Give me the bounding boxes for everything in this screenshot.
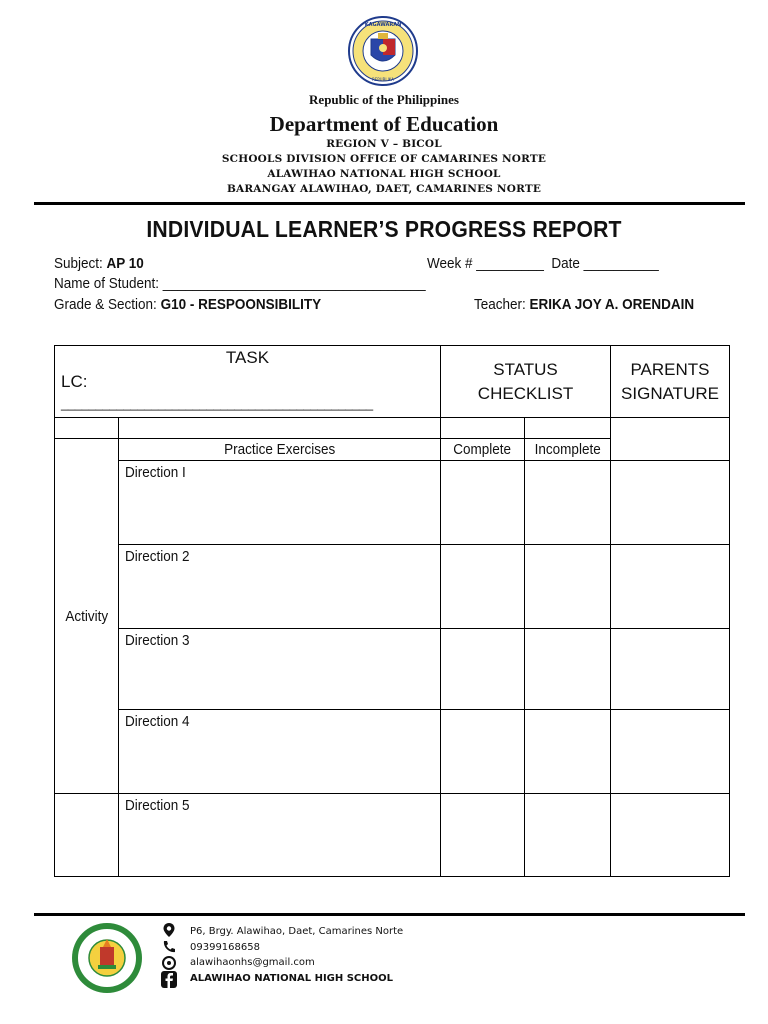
direction-label: Direction 5 xyxy=(125,797,190,814)
parents-header-cell xyxy=(611,346,730,418)
complete-checkbox-cell[interactable] xyxy=(441,629,525,710)
complete-checkbox-cell[interactable] xyxy=(441,545,525,629)
complete-label: Complete xyxy=(453,441,512,458)
region-line: REGION V – BICOL xyxy=(326,138,442,150)
facebook-icon xyxy=(161,971,177,988)
activity-label: Activity xyxy=(65,607,108,625)
practice-header-cell xyxy=(119,439,441,461)
date-label: Date __________ xyxy=(551,255,659,272)
teacher-label: Teacher: xyxy=(474,296,526,313)
direction-label: Direction 3 xyxy=(125,632,190,649)
department-heading: Department of Education xyxy=(269,112,499,136)
incomplete-checkbox-cell[interactable] xyxy=(525,545,611,629)
table-header-row xyxy=(55,346,730,418)
direction-cell xyxy=(119,461,441,545)
grade-section-field xyxy=(54,296,321,313)
svg-text:KAGAWARAN: KAGAWARAN xyxy=(364,22,402,28)
task-header: TASK xyxy=(225,348,270,367)
location-pin-icon xyxy=(161,922,177,938)
blank-cell[interactable] xyxy=(441,418,525,439)
status-header-cell xyxy=(441,346,611,418)
division-line: SCHOOLS DIVISION OFFICE OF CAMARINES NORTE xyxy=(221,153,547,165)
incomplete-checkbox-cell[interactable] xyxy=(525,461,611,545)
student-name-field: Name of Student: ___________________________________ xyxy=(54,275,426,292)
footer-email[interactable]: alawihaonhs@gmail.com xyxy=(190,957,315,968)
signature-cell[interactable] xyxy=(611,629,730,710)
republic-heading: Republic of the Philippines xyxy=(309,92,459,107)
status-header-line1: STATUS xyxy=(493,359,558,379)
lc-line: _____________________________________________ xyxy=(61,396,373,411)
incomplete-checkbox-cell[interactable] xyxy=(525,629,611,710)
progress-table xyxy=(54,345,730,877)
grade-value: G10 - RESPOONSIBILITY xyxy=(160,296,322,313)
address-line: BARANGAY ALAWIHAO, DAET, CAMARINES NORTE xyxy=(226,183,542,195)
footer-phone: 09399168658 xyxy=(190,942,260,953)
status-header-line2: CHECKLIST xyxy=(477,383,574,403)
task-header-cell xyxy=(55,346,441,418)
week-label: Week # _________ xyxy=(427,255,544,272)
direction-cell xyxy=(119,545,441,629)
signature-cell[interactable] xyxy=(611,794,730,877)
direction-cell xyxy=(119,794,441,877)
teacher-field xyxy=(474,296,694,313)
table-row xyxy=(55,629,730,710)
direction-cell xyxy=(119,710,441,794)
signature-cell[interactable] xyxy=(611,461,730,545)
direction-label: Direction 2 xyxy=(125,548,190,565)
teacher-value: ERIKA JOY A. ORENDAIN xyxy=(529,296,695,313)
grade-label: Grade & Section: xyxy=(54,296,157,313)
phone-icon xyxy=(161,939,177,955)
header-divider xyxy=(34,202,745,205)
parents-header-line1: PARENTS xyxy=(630,359,710,379)
incomplete-label: Incomplete xyxy=(534,441,601,458)
direction-label: Direction 4 xyxy=(125,713,190,730)
email-icon xyxy=(161,955,177,971)
signature-cell[interactable] xyxy=(611,710,730,794)
incomplete-checkbox-cell[interactable] xyxy=(525,794,611,877)
blank-cell xyxy=(55,794,119,877)
school-line: ALAWIHAO NATIONAL HIGH SCHOOL xyxy=(267,168,501,180)
parents-blank-cell[interactable] xyxy=(611,418,730,461)
signature-cell[interactable] xyxy=(611,545,730,629)
incomplete-header-cell xyxy=(525,439,611,461)
blank-cell[interactable] xyxy=(525,418,611,439)
svg-text:REPUBLIKA: REPUBLIKA xyxy=(371,77,395,82)
direction-label: Direction I xyxy=(125,464,186,481)
lc-label: LC: xyxy=(61,372,88,391)
subject-field xyxy=(54,255,144,272)
table-row xyxy=(55,418,730,439)
subject-label: Subject: xyxy=(54,255,103,272)
incomplete-checkbox-cell[interactable] xyxy=(525,710,611,794)
footer-facebook[interactable]: ALAWIHAO NATIONAL HIGH SCHOOL xyxy=(190,973,394,984)
table-row xyxy=(55,461,730,545)
table-row xyxy=(55,545,730,629)
deped-seal-logo xyxy=(347,15,419,87)
activity-cell xyxy=(55,439,119,794)
complete-checkbox-cell[interactable] xyxy=(441,461,525,545)
school-logo xyxy=(70,921,144,995)
table-row xyxy=(55,710,730,794)
blank-cell[interactable] xyxy=(55,418,119,439)
complete-checkbox-cell[interactable] xyxy=(441,794,525,877)
complete-checkbox-cell[interactable] xyxy=(441,710,525,794)
blank-cell[interactable] xyxy=(119,418,441,439)
table-row xyxy=(55,794,730,877)
week-date-field xyxy=(427,255,659,272)
direction-cell xyxy=(119,629,441,710)
parents-header-line2: SIGNATURE xyxy=(621,383,719,403)
footer-divider xyxy=(34,913,745,916)
complete-header-cell xyxy=(441,439,525,461)
footer-address: P6, Brgy. Alawihao, Daet, Camarines Norte xyxy=(190,926,404,937)
subject-value: AP 10 xyxy=(106,255,144,272)
practice-label: Practice Exercises xyxy=(223,441,336,458)
report-title: INDIVIDUAL LEARNER’S PROGRESS REPORT xyxy=(146,216,622,242)
